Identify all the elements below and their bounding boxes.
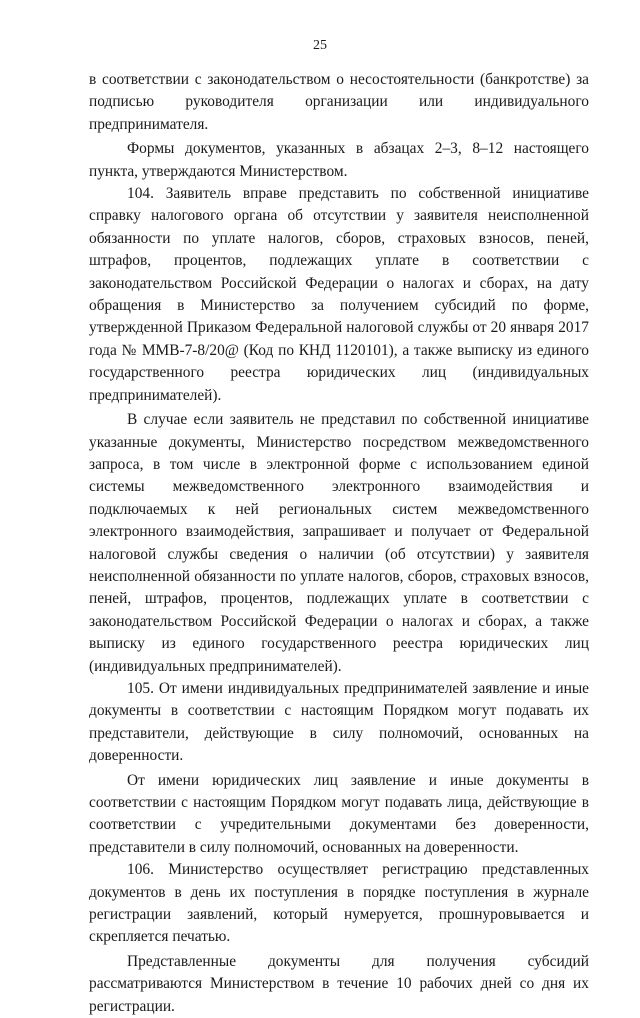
document-body [89,69,589,1018]
paragraph-forms-approval: Формы документов, указанных в абзацах 2–3, 8–12 настоящего пункта, утверждаются Министерством. [89,140,589,180]
paragraph-clause-104: 104. Заявитель вправе представить по собственной инициативе справку налогового органа об отсутствии у заявителя неисполненной обязанности по уплате налогов, сборов, страховых взносов, пеней, штрафов, процентов, подлежащих уплате в соответствии с законодательством Российской Федерации о налогах и сборах, на дату обращения в Министерство за получением субсидий по форме, утвержденной Приказом Федеральной налоговой службы от 20 января 2017 года № ММВ-7-8/20@ (Код по КНД 1120101), а также выписку из единого государственного реестра юридических лиц (индивидуальных предпринимателей). [89,185,589,404]
page-number: 25 [313,38,327,53]
paragraph-review-period: Представленные документы для получения субсидий рассматриваются Министерством в течение 10 рабочих дней со дня их регистрации. [89,952,589,1015]
paragraph-continuation: в соответствии с законодательством о несостоятельности (банкротстве) за подписью руководителя организации или индивидуального предпринимателя. [89,71,589,133]
paragraph-interagency-request: В случае если заявитель не представил по собственной инициативе указанные документы, Министерство посредством межведомственного запроса, в том числе в электронной форме с использованием единой системы межведомственного электронного взаимодействия и подключаемых к ней региональных систем межведомственного электронного взаимодействия, запрашивает и получает от Федеральной налоговой службы сведения о наличии (об отсутствии) у заявителя неисполненной обязанности по уплате налогов, сборов, страховых взносов, пеней, штрафов, процентов, подлежащих уплате в соответствии с законодательством Российской Федерации о налогах и сборах, а также выписку из единого государственного реестра юридических лиц (индивидуальных предпринимателей). [89,411,589,675]
paragraph-clause-105: 105. От имени индивидуальных предпринимателей заявление и иные документы в соответствии с настоящим Порядком могут подавать их представители, действующие в силу полномочий, основанных на доверенности. [89,679,589,765]
paragraph-legal-entities: От имени юридических лиц заявление и иные документы в соответствии с настоящим Порядком могут подавать лица, действующие в соответствии с учредительными документами без доверенности, представители в силу полномочий, основанных на доверенности. [89,771,589,856]
paragraph-clause-106: 106. Министерство осуществляет регистрацию представленных документов в день их поступления в порядке поступления в журнале регистрации заявлений, который нумеруется, прошнуровывается и скрепляется печатью. [89,861,589,946]
